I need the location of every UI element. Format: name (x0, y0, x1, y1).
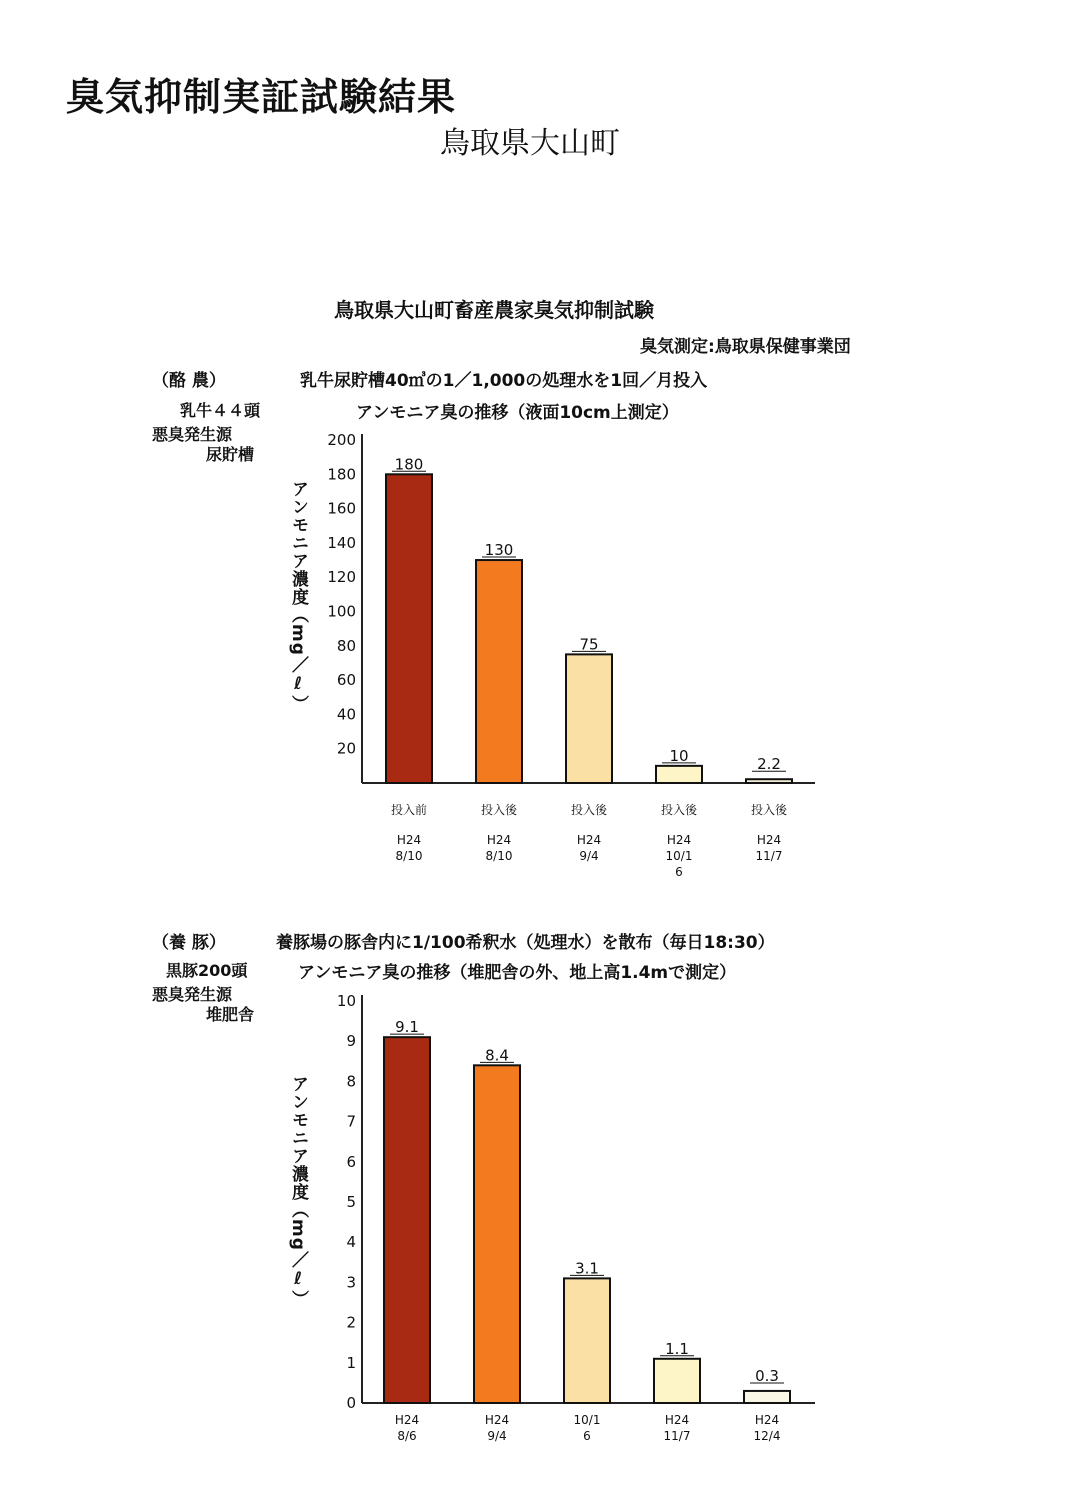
dairy-category-label: H24 (576, 833, 602, 847)
pig-y-tick-label: 10 (336, 992, 356, 1010)
pig-source-label: 悪臭発生源 (152, 985, 233, 1004)
pig-category-label: 9/4 (487, 1429, 507, 1443)
pig-y-tick-label: 5 (346, 1193, 356, 1211)
pig-bar (744, 1391, 790, 1403)
pig-bar-value-label: 9.1 (395, 1018, 419, 1037)
dairy-y-tick-label: 20 (336, 739, 356, 758)
pig-category-label: 10/1 (573, 1413, 601, 1427)
dairy-y-tick-label: 120 (327, 568, 356, 587)
dairy-category-label: 8/10 (485, 849, 513, 863)
pig-y-tick-label: 8 (346, 1072, 356, 1091)
dairy-category-label: H24 (756, 833, 782, 847)
dairy-bar-value-label: 10 (669, 746, 689, 765)
dairy-category-label: 8/10 (395, 849, 423, 863)
pig-bar-value-label: 0.3 (755, 1366, 779, 1385)
dairy-category-label: 投入後 (480, 803, 518, 817)
pig-category-label: H24 (394, 1413, 420, 1427)
pig-y-tick-label: 1 (346, 1353, 356, 1372)
pig-y-tick-label: 2 (346, 1313, 356, 1332)
location-subtitle: 鳥取県大山町 (440, 126, 620, 161)
pig-y-tick-label: 4 (346, 1233, 356, 1252)
pig-category-label: 12/4 (753, 1429, 781, 1443)
dairy-category-label: 11/7 (755, 849, 783, 863)
dairy-category-label: 投入後 (660, 803, 698, 817)
dairy-category-label: 6 (675, 865, 683, 879)
dairy-y-tick-label: 200 (327, 431, 356, 449)
pig-chart-subtitle: アンモニア臭の推移（堆肥舎の外、地上高1.4mで測定） (298, 963, 737, 983)
pig-category-label: H24 (484, 1413, 510, 1427)
pig-category-label: H24 (754, 1413, 780, 1427)
section-title: 鳥取県大山町畜産農家臭気抑制試験 (334, 298, 654, 322)
dairy-bar-value-label: 180 (394, 455, 424, 474)
pig-y-tick-label: 7 (346, 1112, 356, 1131)
page-title: 臭気抑制実証試験結果 (66, 75, 457, 119)
dairy-bar-value-label: 130 (484, 541, 514, 560)
dairy-y-tick-label: 180 (327, 465, 356, 484)
pig-y-axis-label: アンモニア濃度（mg／ℓ） (288, 1075, 308, 1308)
dairy-source: 尿貯槽 (206, 445, 255, 464)
dairy-y-tick-label: 80 (336, 636, 356, 655)
dairy-bar (386, 474, 432, 783)
dairy-y-tick-label: 140 (327, 533, 356, 552)
pig-bar-value-label: 8.4 (485, 1046, 509, 1065)
dairy-y-tick-label: 60 (336, 671, 356, 690)
pig-bar (384, 1037, 430, 1403)
dairy-bar (476, 560, 522, 783)
dairy-category-label: 9/4 (579, 849, 599, 863)
measurement-credit: 臭気測定:鳥取県保健事業団 (640, 337, 851, 357)
dairy-source-label: 悪臭発生源 (152, 425, 233, 444)
pig-method: 養豚場の豚舎内に1/100希釈水（処理水）を散布（毎日18:30） (276, 933, 775, 953)
pig-bar (474, 1065, 520, 1403)
dairy-bar-value-label: 75 (579, 635, 599, 654)
pig-category: （養 豚） (152, 933, 226, 953)
pig-y-tick-label: 3 (346, 1273, 356, 1292)
pig-y-tick-label: 0 (346, 1394, 356, 1412)
pig-category-label: 11/7 (663, 1429, 691, 1443)
pig-y-tick-label: 9 (346, 1032, 356, 1051)
dairy-y-tick-label: 100 (327, 602, 356, 621)
dairy-herd: 乳牛４４頭 (180, 401, 261, 420)
dairy-bar (566, 654, 612, 783)
dairy-bar-value-label: 2.2 (757, 755, 781, 774)
dairy-category-label: 投入前 (390, 803, 428, 817)
pig-source: 堆肥舎 (206, 1005, 255, 1024)
dairy-chart-subtitle: アンモニア臭の推移（液面10cm上測定） (356, 403, 679, 423)
dairy-bar (746, 779, 792, 783)
dairy-method: 乳牛尿貯槽40㎥の1／1,000の処理水を1回／月投入 (300, 371, 708, 391)
pig-bar-value-label: 3.1 (575, 1259, 599, 1278)
dairy-bar (656, 766, 702, 783)
pig-bar (654, 1359, 700, 1403)
dairy-category-label: H24 (666, 833, 692, 847)
dairy-y-tick-label: 160 (327, 499, 356, 518)
dairy-category-label: 投入後 (750, 803, 788, 817)
dairy-category: （酪 農） (152, 371, 226, 391)
dairy-category-label: 10/1 (665, 849, 693, 863)
dairy-category-label: 投入後 (570, 803, 608, 817)
pig-category-label: 6 (583, 1429, 591, 1443)
pig-bar-value-label: 1.1 (665, 1339, 689, 1358)
pig-category-label: H24 (664, 1413, 690, 1427)
dairy-y-axis-label: アンモニア濃度（mg／ℓ） (288, 480, 308, 713)
dairy-category-label: H24 (486, 833, 512, 847)
dairy-category-label: H24 (396, 833, 422, 847)
pig-category-label: 8/6 (397, 1429, 417, 1443)
dairy-y-tick-label: 40 (336, 705, 356, 724)
pig-herd: 黒豚200頭 (166, 961, 248, 980)
pig-y-tick-label: 6 (346, 1152, 356, 1171)
pig-bar (564, 1278, 610, 1403)
